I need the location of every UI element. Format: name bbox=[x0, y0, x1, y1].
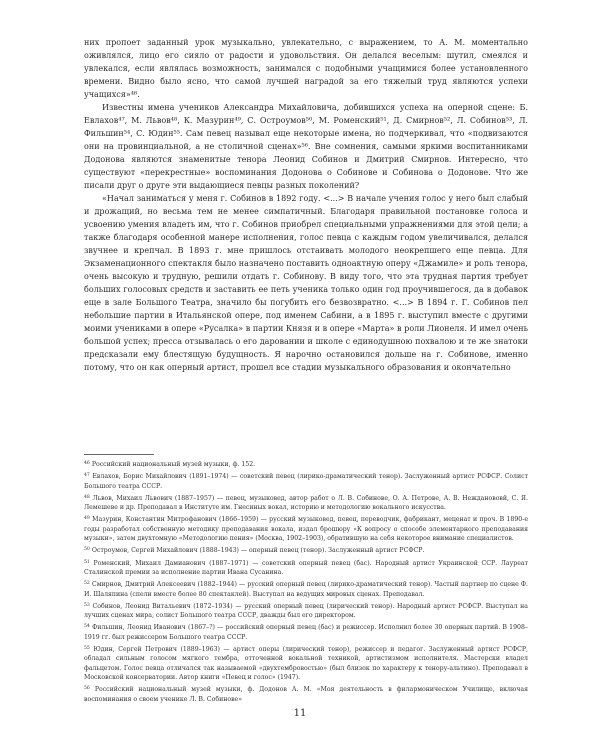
footnote-separator bbox=[84, 454, 154, 455]
footnote-number: 54 bbox=[84, 624, 90, 630]
footnote-number: 48 bbox=[84, 494, 90, 500]
footnote-text: Российский национальный музей музыки, ф. 152. bbox=[91, 461, 256, 468]
footnote-number: 55 bbox=[84, 646, 90, 652]
footnote-text: Остроумов, Сергей Михайлович (1888–1943) — оперный певец (тенор). Заслуженный артист РСФСР. bbox=[91, 547, 425, 555]
footnote-number: 51 bbox=[84, 559, 90, 565]
footnote-text: Мазурин, Константин Митрофанович (1866–1959) — русский музыковед, певец, переводчик, фабрикант, меценат и проч. В 1890-е годы разработал собственную методику преподавания вокала, издал брошюру «К вопросу о способе элементарного преподавания музыки», затем двухтомную «Методологию пения» (Москва, 1902–1903), обратившую на себя некоторое внимание специалистов. bbox=[84, 516, 528, 543]
footnote-number: 47 bbox=[84, 473, 90, 479]
footnote-46 bbox=[84, 460, 528, 469]
page-number: 11 bbox=[293, 708, 307, 719]
main-text bbox=[84, 36, 528, 374]
footnote-50 bbox=[84, 546, 528, 555]
footnote-number: 49 bbox=[84, 516, 90, 522]
footnote-text: Юдин, Сергей Петрович (1889–1963) — артист оперы (лирический тенор), режиссер и педагог. Заслуженный артист РСФСР, обладал сильным голосом мягкого тембра, отточенной вокальной техникой, артистизмом исполнителя. Мастерски владел фальцетом. Голос певца отличался так называемой «двухтембровостью» (был близок по характеру к тенору-альтино). Преподавал в Московской консерватории. Автор книги «Певец и голос» (1947). bbox=[84, 646, 528, 681]
footnote-text: Собинов, Леонид Витальевич (1872–1934) — русский оперный певец (лирический тенор). Народный артист РСФСР. Выступал на лучших сценах мира, солист Большого театра СССР, дважды был его директором. bbox=[84, 602, 528, 620]
footnote-text: Роменский, Михаил Дамианович (1887–1971) — советский оперный певец (бас). Народный артист Украинской ССР. Лауреат Сталинской премии за исполнение партии Ивана Сусанина. bbox=[84, 559, 528, 576]
footnote-52 bbox=[84, 580, 528, 599]
footnote-text: Российский национальный музей музыки, ф. Додонов А. М. «Моя деятельность в филармоническом Училище, включая воспоминания о своем ученике Л. В. Собинове» bbox=[84, 686, 528, 703]
footnote-56 bbox=[84, 685, 528, 704]
footnote-number: 56 bbox=[84, 686, 90, 692]
paragraph-3: «Начал заниматься у меня г. Собинов в 1892 году. <...> В начале учения голос у него был слабый и дрожащий, но весьма тем не менее симпатичный. Благодаря правильной постановке голоса и усвоению умения владеть им, что г. Собинов приобрел специальными упражнениями для этой цели; а также благодаря особенной манере исполнения, голос певца с каждым годом увеличивался, делался звучнее и крепчал. В 1893 г. мне пришлось отстаивать молодого неокрепшего еще певца. Для Экзаменационного спектакля было назначено поставить одноактную оперу «Джамиле» и роль тенора, очень высокую и трудную, решили отдать г. Собинову. В виду того, что эта трудная партия требует больших голосовых средств и заставить ее петь ученика только один год проучившегося, да в добавок еще в зале Большого Театра, значило бы погубить его безвозвратно. <...> В 1894 г. Г. Собинов пел небольшие партии в Итальянской опере, под именем Сабини, а в 1895 г. выступил вместе с другими моими учениками в опере «Русалка» в партии Князя и в опере «Марта» в роли Лионеля. И имел очень большой успех; пресса отзывалась о его даровании и школе с единодушною похвалою и те же знатоки предсказали ему блестящую будущность. Я нарочно остановился дольше на г. Собинове, именно потому, что он как оперный артист, прошел все стадии музыкального образования и окончательно bbox=[84, 194, 528, 372]
footnote-49 bbox=[84, 515, 528, 543]
footnote-number: 52 bbox=[84, 581, 90, 587]
footnote-48 bbox=[84, 494, 528, 513]
footnote-54 bbox=[84, 623, 528, 642]
footnote-text: Львов, Михаил Львович (1887–1957) — певец, музыковед, автор работ о Л. В. Собинове, О. А. Петрове, А. В. Нежданововй, С. Я. Лемешеве и др. Преподавал в Институте им. Гнесиных вокал, историю и методологию вокального искусства. bbox=[84, 494, 528, 512]
footnote-47 bbox=[84, 472, 528, 491]
footnote-55 bbox=[84, 645, 528, 682]
footnote-number: 50 bbox=[84, 547, 90, 553]
footnote-text: Фильшин, Леонид Иванович (1867–?) — российский оперный певец (бас) и режиссер. Исполнил более 30 оперных партий. В 1908–1919 гг. был режиссером Большого театра СССР. bbox=[84, 624, 529, 641]
footnote-number: 53 bbox=[84, 602, 90, 608]
footnote-text: Смирнов, Дмитрий Алексеевич (1882–1944) — русский оперный певец (лирико-драматический тенор). Частый партнер по сцене Ф. И. Шаляпина (спели вместе более 80 спектаклей). Выступал на ведущих мировых сценах. Преподавал. bbox=[84, 581, 528, 598]
paragraph-1: них пропоет заданный урок музыкально, увлекательно, с выражением, то А. М. моментально оживлялся, лицо его сияло от радости и удовольствия. Он делался веселым: шутил, смеялся и увлекался, если являлась возможность, занимался с подобными учащимися более установленного времени. Видно было ясно, что самой лучшей наградой за его тяжелый труд являются успехи учащихся»⁴⁶. bbox=[84, 38, 528, 99]
footnote-text: Евлахов, Борис Михайлович (1891–1974) — советский певец (лирико-драматический тенор). Заслуженный артист РСФСР. Солист Большого театра СССР. bbox=[84, 473, 528, 490]
paragraph-2: Известны имена учеников Александра Михайловича, добившихся успеха на оперной сцене: Б. Евлахов⁴⁷, М. Львов⁴⁸, К. Мазурин⁴⁹, С. Остроумов⁵⁰, М. Роменский⁵¹, Д. Смирнов⁵², Л. Собинов⁵³, Л. Фильшин⁵⁴, С. Юдин⁵⁵. Сам певец называл еще некоторые имена, но подчеркивал, что «подвизаются они на провинциальной, а не столичной сценах»⁵⁶. Вне сомнения, самыми яркими воспитанниками Додонова являются знаменитые тенора Леонид Собинов и Дмитрий Смирнов. Интересно, что существуют «перекрестные» воспоминания Додонова о Собинове и Собинова о Додонове. Что же писали друг о друге эти выдающиеся певцы разных поколений? bbox=[84, 103, 528, 190]
footnote-51 bbox=[84, 559, 528, 578]
footnotes bbox=[84, 460, 528, 707]
footnote-53 bbox=[84, 602, 528, 621]
footnote-number: 46 bbox=[84, 461, 90, 466]
